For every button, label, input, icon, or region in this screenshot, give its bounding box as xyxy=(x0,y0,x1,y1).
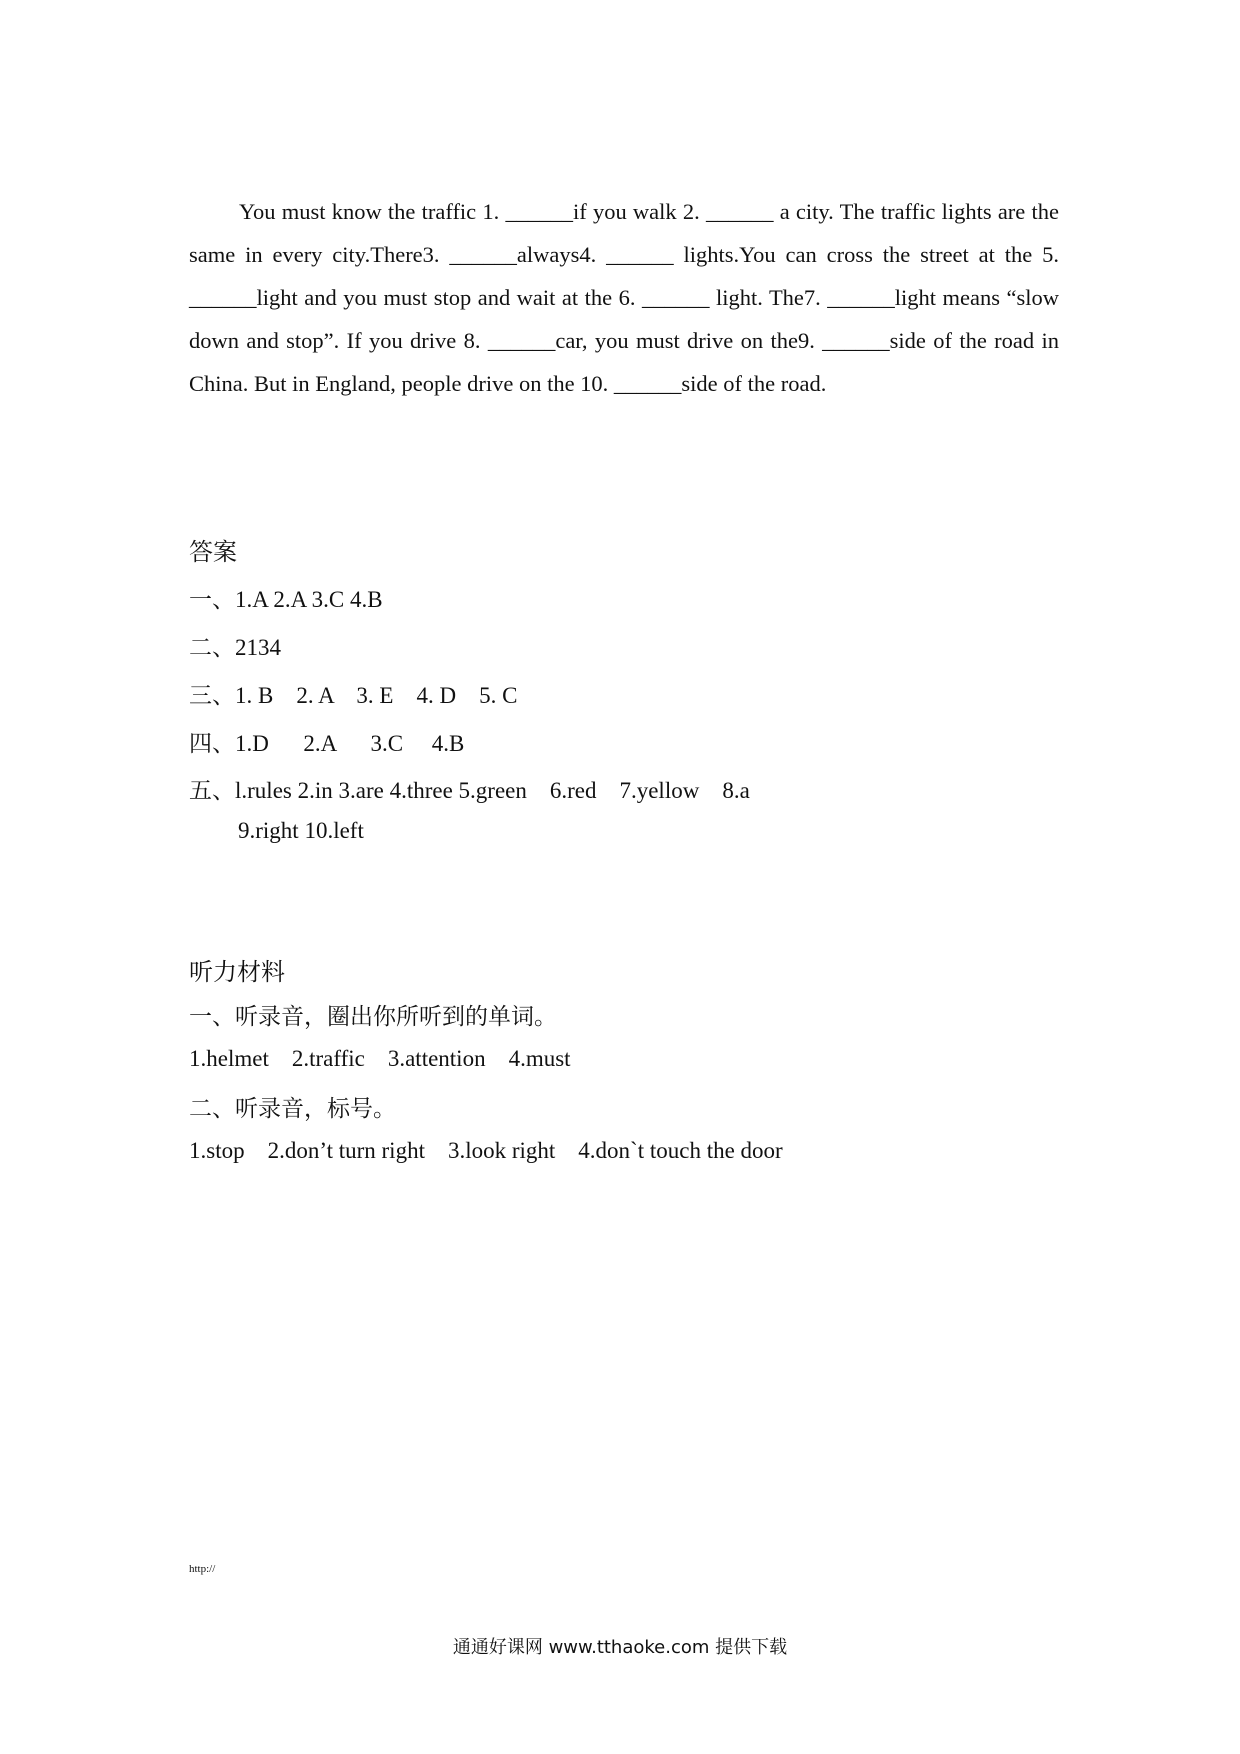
answer-line-5: 五、l.rules 2.in 3.are 4.three 5.green 6.red 7.yellow 8.a xyxy=(189,778,750,803)
answer-line-5-continued: 9.right 10.left xyxy=(238,818,364,843)
footer-url: http:// xyxy=(189,1563,216,1575)
footer-site: 通通好课网 www.tthaoke.com 提供下载 xyxy=(452,1637,788,1658)
passage-text: You must know the traffic 1. ______if you walk 2. ______ a city. The traffic lights are the same in every city.There3. ______always4. ______ lights.You can cross the street at the 5. ______light and you must stop and wait at the 6. ______ light. The7. ______light means “slow down and stop”. If you drive 8. ______car, you must drive on the9. ______side of the road in China. But in England, people drive on the 10. ______side of the road. xyxy=(189,199,1059,396)
answer-line-4: 四、1.D 2.A 3.C 4.B xyxy=(189,731,465,756)
listening-title: 听力材料 xyxy=(189,960,285,986)
listening-phrases: 1.stop 2.don’t turn right 3.look right 4.don`t touch the door xyxy=(189,1138,783,1163)
answers-title: 答案 xyxy=(189,540,237,566)
listening-heading-1: 一、听录音，圈出你所听到的单词。 xyxy=(189,1004,557,1029)
listening-heading-2: 二、听录音，标号。 xyxy=(189,1096,396,1121)
cloze-passage xyxy=(189,190,1059,405)
answer-line-3: 三、1. B 2. A 3. E 4. D 5. C xyxy=(189,683,518,708)
answer-line-1: 一、1.A 2.A 3.C 4.B xyxy=(189,587,383,612)
answer-line-2: 二、2134 xyxy=(189,635,281,660)
listening-words: 1.helmet 2.traffic 3.attention 4.must xyxy=(189,1046,571,1071)
